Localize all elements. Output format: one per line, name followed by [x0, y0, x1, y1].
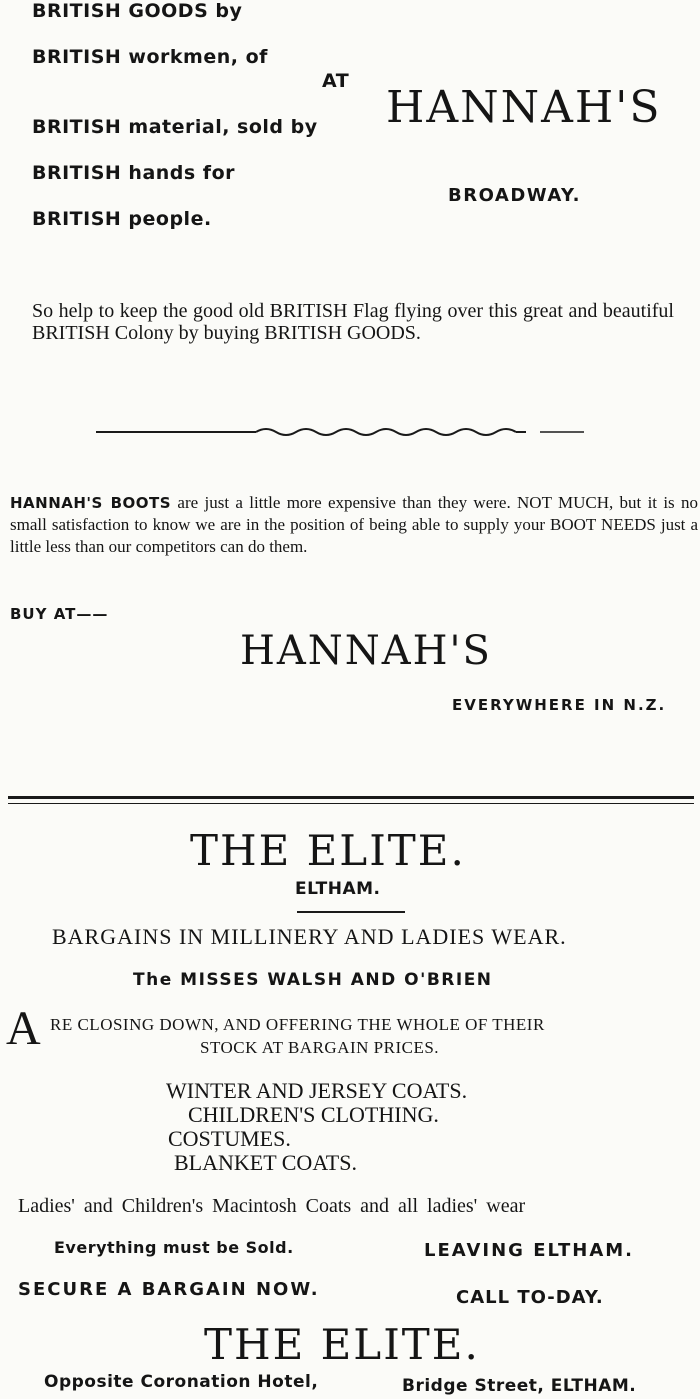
buy-at-label: BUY AT——	[10, 605, 109, 623]
british-line-3: BRITISH material, sold by	[32, 116, 318, 138]
closing-down-line-1: RE CLOSING DOWN, AND OFFERING THE WHOLE OF THEIR	[50, 1015, 545, 1034]
hannahs-store-name: HANNAH'S	[386, 82, 662, 133]
proprietors-line: The MISSES WALSH AND O'BRIEN	[133, 970, 493, 990]
british-flag-paragraph: So help to keep the good old BRITISH Flag flying over this great and beautiful BRITISH Colony by buying BRITISH GOODS.	[32, 300, 674, 344]
secure-bargain: SECURE A BARGAIN NOW.	[18, 1279, 320, 1300]
british-line-4: BRITISH hands for	[32, 162, 235, 184]
stock-item-3: COSTUMES.	[168, 1126, 291, 1151]
everywhere-tagline: EVERYWHERE IN N.Z.	[452, 696, 667, 714]
address-left: Opposite Coronation Hotel,	[44, 1372, 319, 1392]
section-rule-thin	[8, 803, 694, 804]
closing-down-line-2: STOCK AT BARGAIN PRICES.	[200, 1038, 440, 1057]
leaving-eltham: LEAVING ELTHAM.	[424, 1240, 635, 1261]
british-line-2: BRITISH workmen, of	[32, 46, 268, 68]
bargains-headline: BARGAINS IN MILLINERY AND LADIES WEAR.	[52, 924, 567, 949]
stock-item-4: BLANKET COATS.	[174, 1150, 357, 1175]
stock-item-2: CHILDREN'S CLOTHING.	[188, 1102, 439, 1127]
section-rule-thick	[8, 796, 694, 799]
hannahs-store-name-2: HANNAH'S	[240, 628, 492, 674]
everything-sold: Everything must be Sold.	[54, 1238, 294, 1257]
elite-footer-title: THE ELITE.	[204, 1320, 480, 1369]
british-line-1: BRITISH GOODS by	[32, 0, 243, 22]
hannahs-boots-lead: HANNAH'S BOOTS	[10, 494, 172, 512]
call-today: CALL TO-DAY.	[456, 1287, 604, 1308]
hannahs-boots-paragraph	[10, 492, 698, 558]
elite-title: THE ELITE.	[190, 826, 466, 875]
broadway-location: BROADWAY.	[448, 185, 581, 206]
address-right: Bridge Street, ELTHAM.	[402, 1376, 637, 1396]
macintosh-coats-line: Ladies' and Children's Macintosh Coats and all ladies' wear	[18, 1195, 526, 1217]
at-label: AT	[322, 70, 350, 92]
stock-item-1: WINTER AND JERSEY COATS.	[166, 1078, 468, 1103]
eltham-town: ELTHAM.	[295, 879, 381, 899]
hannahs-boots-body: are just a little more expensive than they were. NOT MUCH, but it is no small satisfaction to know we are in the position of being able to supply your BOOT NEEDS just a little less than our competitors can do them.	[10, 493, 698, 556]
ornamental-divider	[96, 424, 586, 440]
short-rule	[297, 911, 405, 913]
dropcap-letter: A	[6, 1002, 41, 1055]
british-line-5: BRITISH people.	[32, 208, 212, 230]
